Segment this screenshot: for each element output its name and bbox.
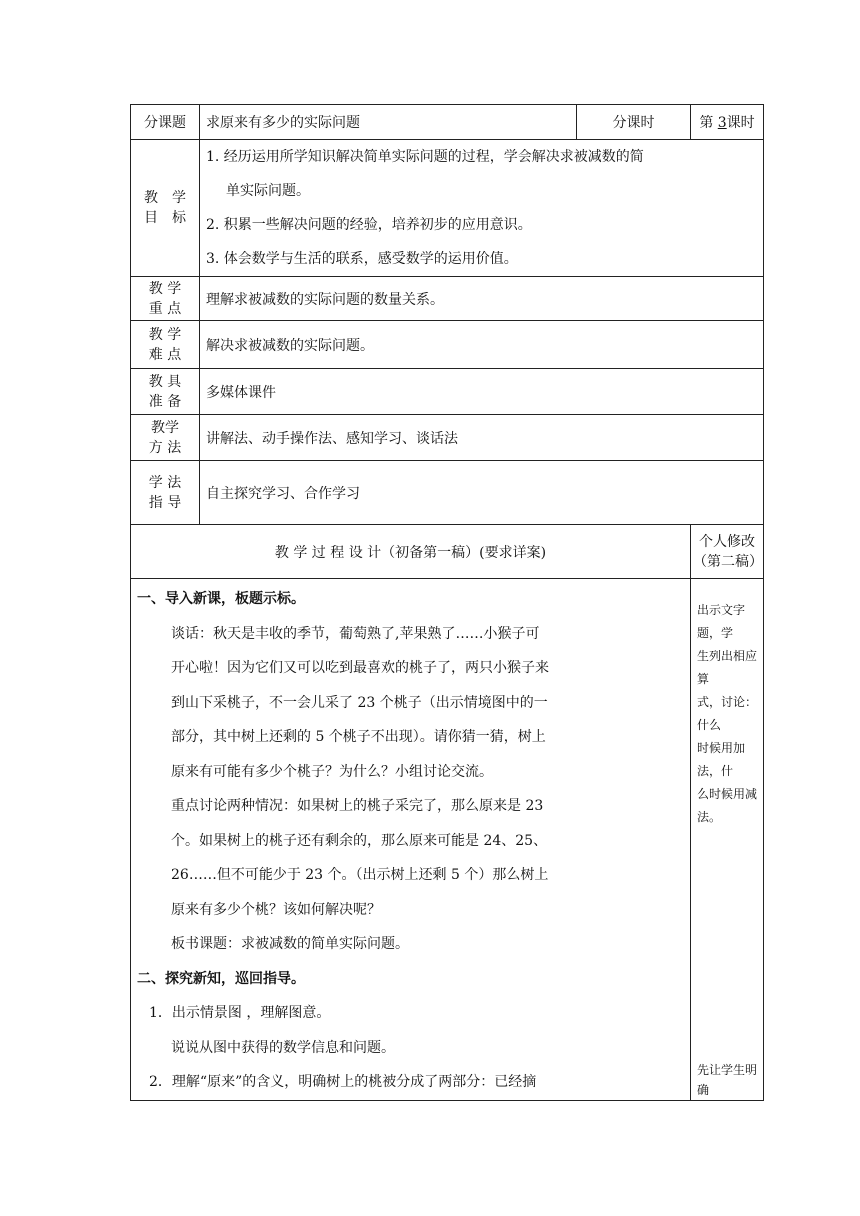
process-line: 26……但不可能少于 23 个。（出示树上还剩 5 个）那么树上 [171,867,549,883]
process-line: 部分，其中树上还剩的 5 个桃子不出现）。请你猜一猜，树上 [171,729,546,745]
goal-item: 2. 积累一些解决问题的经验，培养初步的应用意识。 [206,217,532,233]
goal-item: 1. 经历运用所学知识解决简单实际问题的过程，学会解决求被减数的简 [206,149,644,165]
key-points-label: 教 学 重 点 [131,277,200,321]
process-line: 说说从图中获得的数学信息和问题。 [171,1039,395,1056]
process-line: 板书课题：求被减数的简单实际问题。 [171,936,409,952]
goals-label: 教 学 目 标 [131,140,200,277]
revision-notes [691,579,764,1101]
difficulties-row [131,321,764,369]
goals-content [200,140,764,277]
period-label: 分课时 [577,105,691,140]
study-label: 学 法 指 导 [131,461,200,525]
process-line: 到山下采桃子，不一会儿采了 23 个桃子（出示情境图中的一 [171,694,548,711]
difficulties-label: 教 学 难 点 [131,321,200,369]
process-line: 原来有多少个桃？该如何解决呢？ [171,901,381,918]
tools-label: 教 具 准 备 [131,369,200,415]
note-line: 出示文字题，学 [697,603,746,640]
section-heading: 一、导入新课，板题示标。 [137,591,305,607]
topic-value: 求原来有多少的实际问题 [200,105,577,140]
process-line: 重点讨论两种情况：如果树上的桃子采完了，那么原来是 23 [171,798,544,814]
methods-value: 讲解法、动手操作法、感知学习、谈话法 [200,415,764,461]
note-line: 生列出相应算 [697,649,758,686]
process-line: 开心啦！因为它们又可以吃到最喜欢的桃子了，两只小猴子来 [171,660,549,676]
goals-row [131,140,764,277]
study-value: 自主探究学习、合作学习 [200,461,764,525]
process-line: 个。如果树上的桃子还有剩余的，那么原来可能是 24、25、 [171,832,548,849]
process-line: 2．理解“原来”的含义，明确树上的桃被分成了两部分：已经摘 [149,1074,537,1090]
difficulties-value: 解决求被减数的实际问题。 [200,321,764,369]
note-tail: 先让学生明确 [697,1062,758,1097]
process-header-row [131,525,764,579]
header-row [131,105,764,140]
note-line: 么时候用减法。 [697,787,758,824]
period-value: 第 3课时 [691,105,764,140]
tools-value: 多媒体课件 [200,369,764,415]
process-row [131,579,764,1101]
lesson-plan-table [130,104,764,1101]
methods-row [131,415,764,461]
key-points-value: 理解求被减数的实际问题的数量关系。 [200,277,764,321]
period-number: 3 [717,115,727,131]
goal-item: 3. 体会数学与生活的联系，感受数学的运用价值。 [206,251,518,267]
section-heading: 二、探究新知，巡回指导。 [137,970,305,987]
process-line: 原来有可能有多少个桃子？为什么？小组讨论交流。 [171,763,493,780]
study-row [131,461,764,525]
methods-label: 教学 方 法 [131,415,200,461]
topic-label: 分课题 [131,105,200,140]
note-line: 时候用加法，什 [697,741,746,778]
tools-row [131,369,764,415]
note-line: 式，讨论：什么 [697,695,758,732]
process-line: 1．出示情景图 ，理解图意。 [149,1005,331,1021]
process-line: 谈话：秋天是丰收的季节，葡萄熟了,苹果熟了……小猴子可 [171,625,540,642]
revision-header: 个人修改 （第二稿） [691,525,764,579]
goal-item: 单实际问题。 [226,183,310,199]
process-content [131,579,691,1101]
process-title: 教 学 过 程 设 计（初备第一稿）(要求详案) [131,525,691,579]
key-points-row [131,277,764,321]
